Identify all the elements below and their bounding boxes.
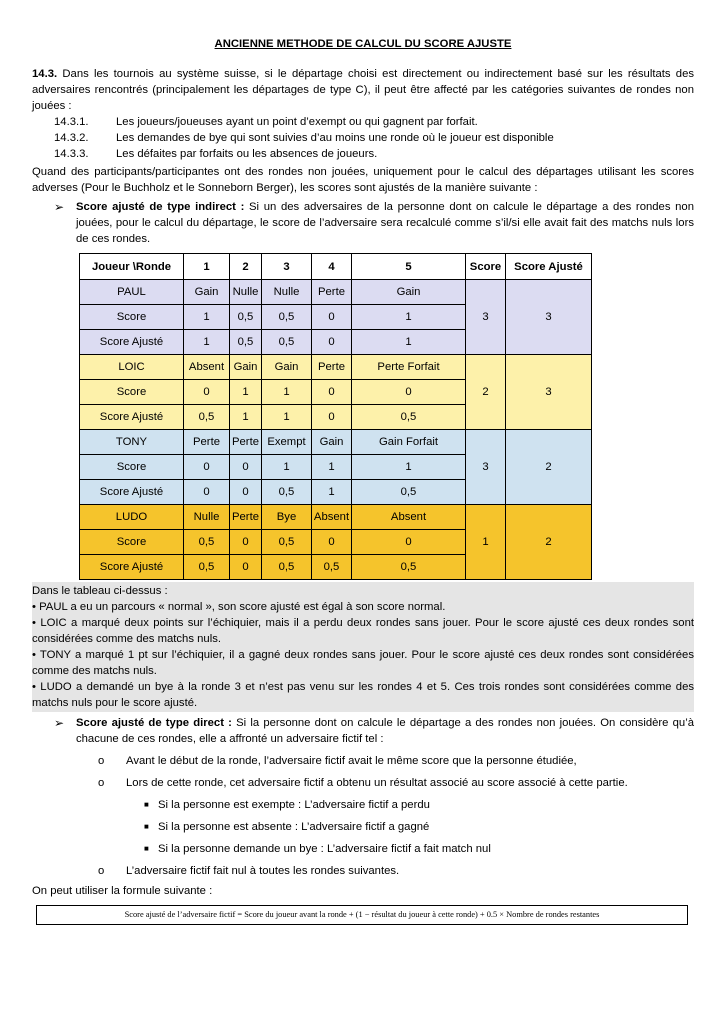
table-cell: Absent — [312, 505, 352, 530]
column-header: Score Ajusté — [506, 254, 592, 280]
square-item-text: Si la personne demande un bye : L’adversaire fictif a fait match nul — [158, 843, 491, 855]
table-cell: 0,5 — [230, 305, 262, 330]
square-item-text: Si la personne est absente : L’adversaire fictif a gagné — [158, 821, 430, 833]
table-cell: Score Ajusté — [80, 480, 184, 505]
table-cell: 0 — [184, 480, 230, 505]
table-cell: Gain — [262, 355, 312, 380]
circle-item — [98, 775, 694, 791]
subitem — [54, 114, 694, 130]
subitem-number: 14.3.2. — [54, 132, 89, 144]
column-header: Score — [466, 254, 506, 280]
table-cell: 0 — [230, 480, 262, 505]
table-header-row — [80, 254, 592, 280]
column-header: 1 — [184, 254, 230, 280]
adjust-paragraph: Quand des participants/participantes ont des rondes non jouées, uniquement pour le calcul des départages utilisant les scores adverses (Pour le Buchholz et le Sonneborn Berger), les scores sont ajustés de la manière suivante : — [32, 166, 694, 194]
subitem-number: 14.3.3. — [54, 148, 89, 160]
circle-item-text: Avant le début de la ronde, l’adversaire fictif avait le même score que la personne étudiée, — [126, 755, 577, 767]
score-cell: 1 — [466, 505, 506, 580]
table-cell: 0 — [230, 555, 262, 580]
player-group — [80, 355, 592, 430]
table-cell: Nulle — [230, 280, 262, 305]
table-cell: 0 — [312, 405, 352, 430]
column-header: 2 — [230, 254, 262, 280]
square-item — [144, 841, 694, 857]
note-line: • PAUL a eu un parcours « normal », son score ajusté est égal à son score normal. — [32, 601, 446, 613]
table-cell: Perte — [312, 355, 352, 380]
note-line: • LUDO a demandé un bye à la ronde 3 et n’est pas venu sur les rondes 4 et 5. Ces trois rondes sont considérées comme des matchs nuls pour le score ajusté. — [32, 681, 694, 709]
table-cell: Absent — [352, 505, 466, 530]
circle-bullet-icon: o — [98, 865, 105, 877]
table-cell: 0 — [230, 455, 262, 480]
table-cell: 1 — [262, 405, 312, 430]
column-header: 4 — [312, 254, 352, 280]
indirect-text: Si un des adversaires de la personne dont on calcule le départage a des rondes non jouées, pour le calcul du départage, le score de l’adversaire sera recalculé comme s’il/si elle avait fait des matchs nuls lors de ces rondes. — [76, 201, 694, 245]
score-cell: 2 — [466, 355, 506, 430]
table-cell: 1 — [352, 305, 466, 330]
arrow-bullet-icon: ➢ — [54, 200, 65, 214]
table-cell: Perte Forfait — [352, 355, 466, 380]
scores-table — [79, 253, 592, 580]
table-cell: Score — [80, 305, 184, 330]
adjusted-score-cell: 2 — [506, 505, 592, 580]
table-cell: Gain — [184, 280, 230, 305]
table-cell: 0,5 — [230, 330, 262, 355]
table-cell: 0 — [312, 380, 352, 405]
table-cell: Score Ajusté — [80, 405, 184, 430]
subitem-text: Les demandes de bye qui sont suivies d’au moins une ronde où le joueur est disponible — [116, 132, 554, 144]
table-cell: 0,5 — [312, 555, 352, 580]
table-cell: 1 — [230, 380, 262, 405]
table-cell: 0,5 — [262, 555, 312, 580]
table-cell: 1 — [352, 330, 466, 355]
table-cell: Exempt — [262, 430, 312, 455]
table-cell: PAUL — [80, 280, 184, 305]
note-line: Dans le tableau ci-dessus : — [32, 585, 168, 597]
direct-heading: Score ajusté de type direct : — [76, 717, 232, 729]
table-row — [80, 355, 592, 380]
circle-item-text: Lors de cette ronde, cet adversaire fictif a obtenu un résultat associé au score associé à cette partie. — [126, 777, 628, 789]
table-cell: 1 — [184, 305, 230, 330]
table-cell: 1 — [184, 330, 230, 355]
table-cell: 0 — [312, 330, 352, 355]
table-cell: 1 — [352, 455, 466, 480]
table-cell: TONY — [80, 430, 184, 455]
indirect-heading: Score ajusté de type indirect : — [76, 201, 245, 213]
table-cell: 0,5 — [184, 405, 230, 430]
circle-bullet-icon: o — [98, 777, 105, 789]
table-cell: Gain — [230, 355, 262, 380]
direct-bullet — [54, 715, 694, 747]
table-cell: 0,5 — [262, 480, 312, 505]
column-header: 5 — [352, 254, 466, 280]
table-cell: Score Ajusté — [80, 555, 184, 580]
table-cell: 1 — [262, 380, 312, 405]
table-cell: 0 — [312, 305, 352, 330]
table-cell: Score — [80, 380, 184, 405]
table-cell: Score Ajusté — [80, 330, 184, 355]
table-cell: 0,5 — [352, 555, 466, 580]
player-group — [80, 280, 592, 355]
table-cell: 0 — [352, 380, 466, 405]
indirect-bullet — [54, 199, 694, 247]
table-cell: 0,5 — [262, 305, 312, 330]
table-cell: LUDO — [80, 505, 184, 530]
table-cell: Score — [80, 455, 184, 480]
table-cell: 0 — [184, 380, 230, 405]
intro-paragraph — [32, 66, 694, 114]
table-cell: 0,5 — [184, 530, 230, 555]
table-cell: 0,5 — [184, 555, 230, 580]
square-item — [144, 819, 694, 835]
table-cell: Nulle — [184, 505, 230, 530]
intro-text: Dans les tournois au système suisse, si le départage choisi est directement ou indirectement basé sur les résultats des adversaires rencontrés (principalement les départages de type C), il peut être affecté par les catégories suivantes de rondes non jouées : — [32, 68, 694, 112]
note-line: • TONY a marqué 1 pt sur l’échiquier, il a gagné deux rondes sans jouer. Pour le score ajusté ces deux rondes sont considérées comme des matchs nuls. — [32, 649, 694, 677]
table-cell: 1 — [312, 480, 352, 505]
square-item-text: Si la personne est exempte : L’adversaire fictif a perdu — [158, 799, 430, 811]
table-cell: Absent — [184, 355, 230, 380]
table-cell: 1 — [230, 405, 262, 430]
table-cell: Gain — [312, 430, 352, 455]
arrow-bullet-icon: ➢ — [54, 716, 65, 730]
square-bullet-icon: ■ — [144, 800, 149, 809]
table-cell: Score — [80, 530, 184, 555]
table-cell: Gain Forfait — [352, 430, 466, 455]
formula-intro: On peut utiliser la formule suivante : — [32, 885, 213, 897]
table-cell: 1 — [312, 455, 352, 480]
direct-text: Si la personne dont on calcule le départage a des rondes non jouées. On considère qu’à chacune de ces rondes, elle a affronté un adversaire fictif tel : — [76, 717, 695, 745]
adjusted-score-cell: 3 — [506, 355, 592, 430]
adjusted-score-cell: 2 — [506, 430, 592, 505]
circle-bullet-icon: o — [98, 755, 105, 767]
subitem-number: 14.3.1. — [54, 116, 89, 128]
circle-item-text: L’adversaire fictif fait nul à toutes les rondes suivantes. — [126, 865, 400, 877]
score-cell: 3 — [466, 280, 506, 355]
circle-item — [98, 753, 694, 769]
table-cell: Bye — [262, 505, 312, 530]
player-group — [80, 430, 592, 505]
table-cell: Nulle — [262, 280, 312, 305]
table-row — [80, 430, 592, 455]
table-cell: 0,5 — [352, 480, 466, 505]
table-cell: Perte — [230, 505, 262, 530]
table-cell: 1 — [262, 455, 312, 480]
table-cell: 0 — [184, 455, 230, 480]
subitem-text: Les défaites par forfaits ou les absences de joueurs. — [116, 148, 378, 160]
column-header: Joueur \Ronde — [80, 254, 184, 280]
column-header: 3 — [262, 254, 312, 280]
square-item — [144, 797, 694, 813]
score-cell: 3 — [466, 430, 506, 505]
square-bullet-icon: ■ — [144, 822, 149, 831]
circle-item — [98, 863, 694, 879]
formula-box: Score ajusté de l’adversaire fictif = Score du joueur avant la ronde + (1 − résultat du joueur à cette ronde) + 0.5 × Nombre de rondes restantes — [36, 905, 688, 925]
table-cell: 0,5 — [352, 405, 466, 430]
subitem — [54, 146, 694, 162]
table-cell: Perte — [230, 430, 262, 455]
table-cell: Gain — [352, 280, 466, 305]
subitem-text: Les joueurs/joueuses ayant un point d’exempt ou qui gagnent par forfait. — [116, 116, 478, 128]
page-title: ANCIENNE METHODE DE CALCUL DU SCORE AJUSTE — [214, 38, 512, 50]
table-cell: Perte — [184, 430, 230, 455]
table-row — [80, 505, 592, 530]
table-row — [80, 280, 592, 305]
document-page — [32, 30, 694, 925]
table-cell: 0,5 — [262, 330, 312, 355]
player-group — [80, 505, 592, 580]
table-cell: 0 — [230, 530, 262, 555]
table-cell: 0 — [352, 530, 466, 555]
note-line: • LOIC a marqué deux points sur l’échiquier, mais il a perdu deux rondes sans jouer. Pour le score ajusté ces deux rondes sont considérées comme des matchs nuls. — [32, 617, 694, 645]
table-cell: 0 — [312, 530, 352, 555]
square-bullet-icon: ■ — [144, 844, 149, 853]
table-cell: Perte — [312, 280, 352, 305]
adjusted-score-cell: 3 — [506, 280, 592, 355]
table-cell: 0,5 — [262, 530, 312, 555]
subitem — [54, 130, 694, 146]
section-number: 14.3. — [32, 68, 58, 80]
table-cell: LOIC — [80, 355, 184, 380]
notes-box — [32, 582, 694, 712]
